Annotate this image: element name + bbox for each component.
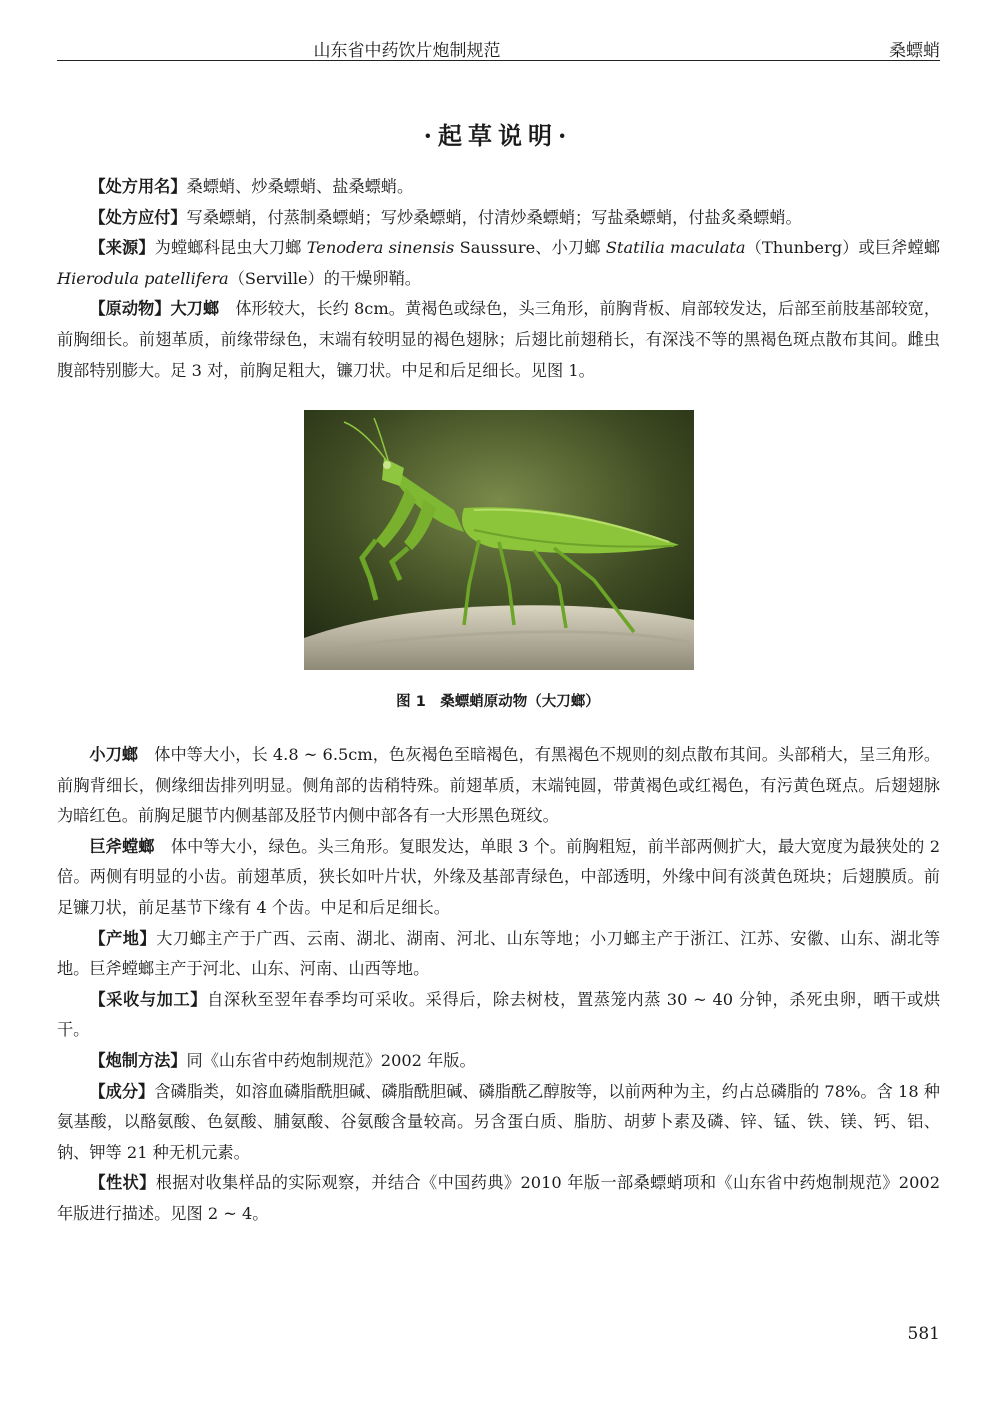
paragraph-characteristics: [57, 1168, 940, 1229]
page-number: 581: [907, 1324, 940, 1344]
paragraph-text: 体中等大小，长 4.8 ~ 6.5cm，色灰褐色至暗褐色，有黑褐色不规则的刻点散布其间。头部稍大，呈三角形。前胸背细长，侧缘细齿排列明显。侧角部的齿稍特殊。前翅革质，末端钝圆，带黄褐色或红褐色，有污黄色斑点。后翅翅脉为暗红色。前胸足腿节内侧基部及胫节内侧中部各有一大形黑色斑纹。: [57, 745, 941, 826]
label: 【处方应付】: [89, 207, 187, 227]
label: 【性状】: [89, 1173, 156, 1193]
paragraph-text: 自深秋至翌年春季均可采收。采得后，除去树枝，置蒸笼内蒸 30 ~ 40 分钟，杀死虫卵，晒干或烘干。: [57, 989, 941, 1040]
mantis-photo: [304, 410, 694, 670]
paragraph-processing: [57, 1046, 940, 1077]
label: 【产地】: [89, 928, 157, 948]
label: 【处方用名】: [89, 177, 187, 196]
paragraph-statilia: [57, 740, 940, 832]
label: 【原动物】大刀螂: [89, 299, 220, 319]
species-name: Statilia maculata: [605, 238, 746, 258]
paragraph-hierodula: [57, 832, 940, 924]
paragraph-original-animal: [57, 294, 940, 386]
text-run: 为螳螂科昆虫大刀螂: [154, 238, 307, 258]
entry-name: 桑螵蛸: [889, 41, 940, 61]
label: 小刀螂: [89, 745, 139, 764]
text-block-bottom: [57, 740, 940, 1230]
paragraph-text: 写桑螵蛸，付蒸制桑螵蛸；写炒桑螵蛸，付清炒桑螵蛸；写盐桑螵蛸，付盐炙桑螵蛸。: [186, 207, 802, 227]
paragraph-dispensing: [57, 203, 940, 234]
paragraph-source: [57, 233, 940, 294]
text-run: （Thunberg）或巨斧螳螂: [745, 238, 940, 258]
paragraph-text: 含磷脂类，如溶血磷脂酰胆碱、磷脂酰胆碱、磷脂酰乙醇胺等，以前两种为主，约占总磷脂的 78%。含 18 种氨基酸，以酪氨酸、色氨酸、脯氨酸、谷氨酸含量较高。另含蛋白质、脂肪、胡萝卜素及磷、锌、锰、铁、镁、钙、铝、钠、钾等 21 种无机元素。: [57, 1081, 940, 1162]
paragraph-text: 桑螵蛸、炒桑螵蛸、盐桑螵蛸。: [186, 177, 414, 196]
section-title: ·起草说明·: [423, 121, 573, 150]
figure-caption: 图 1 桑螵蛸原动物（大刀螂）: [396, 694, 600, 710]
species-name: Tenodera sinensis: [306, 238, 455, 258]
paragraph-text: 大刀螂主产于广西、云南、湖北、湖南、河北、山东等地；小刀螂主产于浙江、江苏、安徽、山东、湖北等地。巨斧螳螂主产于河北、山东、河南、山西等地。: [57, 928, 941, 979]
text-run: （Serville）的干燥卵鞘。: [228, 268, 421, 288]
running-header: [57, 30, 940, 61]
paragraph-text: 体形较大，长约 8cm。黄褐色或绿色，头三角形，前胸背板、肩部较发达，后部至前肢基部较宽，前胸细长。前翅革质，前缘带绿色，末端有较明显的褐色翅脉；后翅比前翅稍长，有深浅不等的黑褐色斑点散布其间。雌虫腹部特别膨大。足 3 对，前胸足粗大，镰刀状。中足和后足细长。见图 1。: [57, 299, 941, 380]
label: 【炮制方法】: [89, 1050, 187, 1070]
paragraph-text: 同《山东省中药炮制规范》2002 年版。: [186, 1050, 476, 1070]
label: 【采收与加工】: [89, 989, 208, 1009]
mantis-illustration: [304, 410, 694, 670]
text-run: Saussure、小刀螂: [454, 238, 606, 258]
species-name: Hierodula patellifera: [57, 268, 229, 288]
label: 【来源】: [89, 238, 155, 258]
text-block-top: [57, 172, 940, 386]
label: 巨斧螳螂: [89, 836, 155, 856]
paragraph-text: 根据对收集样品的实际观察，并结合《中国药典》2010 年版一部桑螵蛸项和《山东省中药炮制规范》2002 年版进行描述。见图 2 ~ 4。: [57, 1173, 940, 1223]
paragraph-usage-names: [57, 172, 940, 203]
paragraph-text: 体中等大小，绿色。头三角形。复眼发达，单眼 3 个。前胸粗短，前半部两侧扩大，最大宽度为最狭处的 2 倍。两侧有明显的小齿。前翅革质，狭长如叶片状，外缘及基部青绿色，中部透明，外缘中间有淡黄色斑块；后翅膜质。前足镰刀状，前足基节下缘有 4 个齿。中足和后足细长。: [57, 836, 941, 917]
book-title: 山东省中药饮片炮制规范: [313, 41, 501, 61]
paragraph-harvest: [57, 985, 940, 1046]
paragraph-components: [57, 1077, 940, 1169]
paragraph-origin: [57, 924, 940, 985]
label: 【成分】: [89, 1081, 155, 1101]
